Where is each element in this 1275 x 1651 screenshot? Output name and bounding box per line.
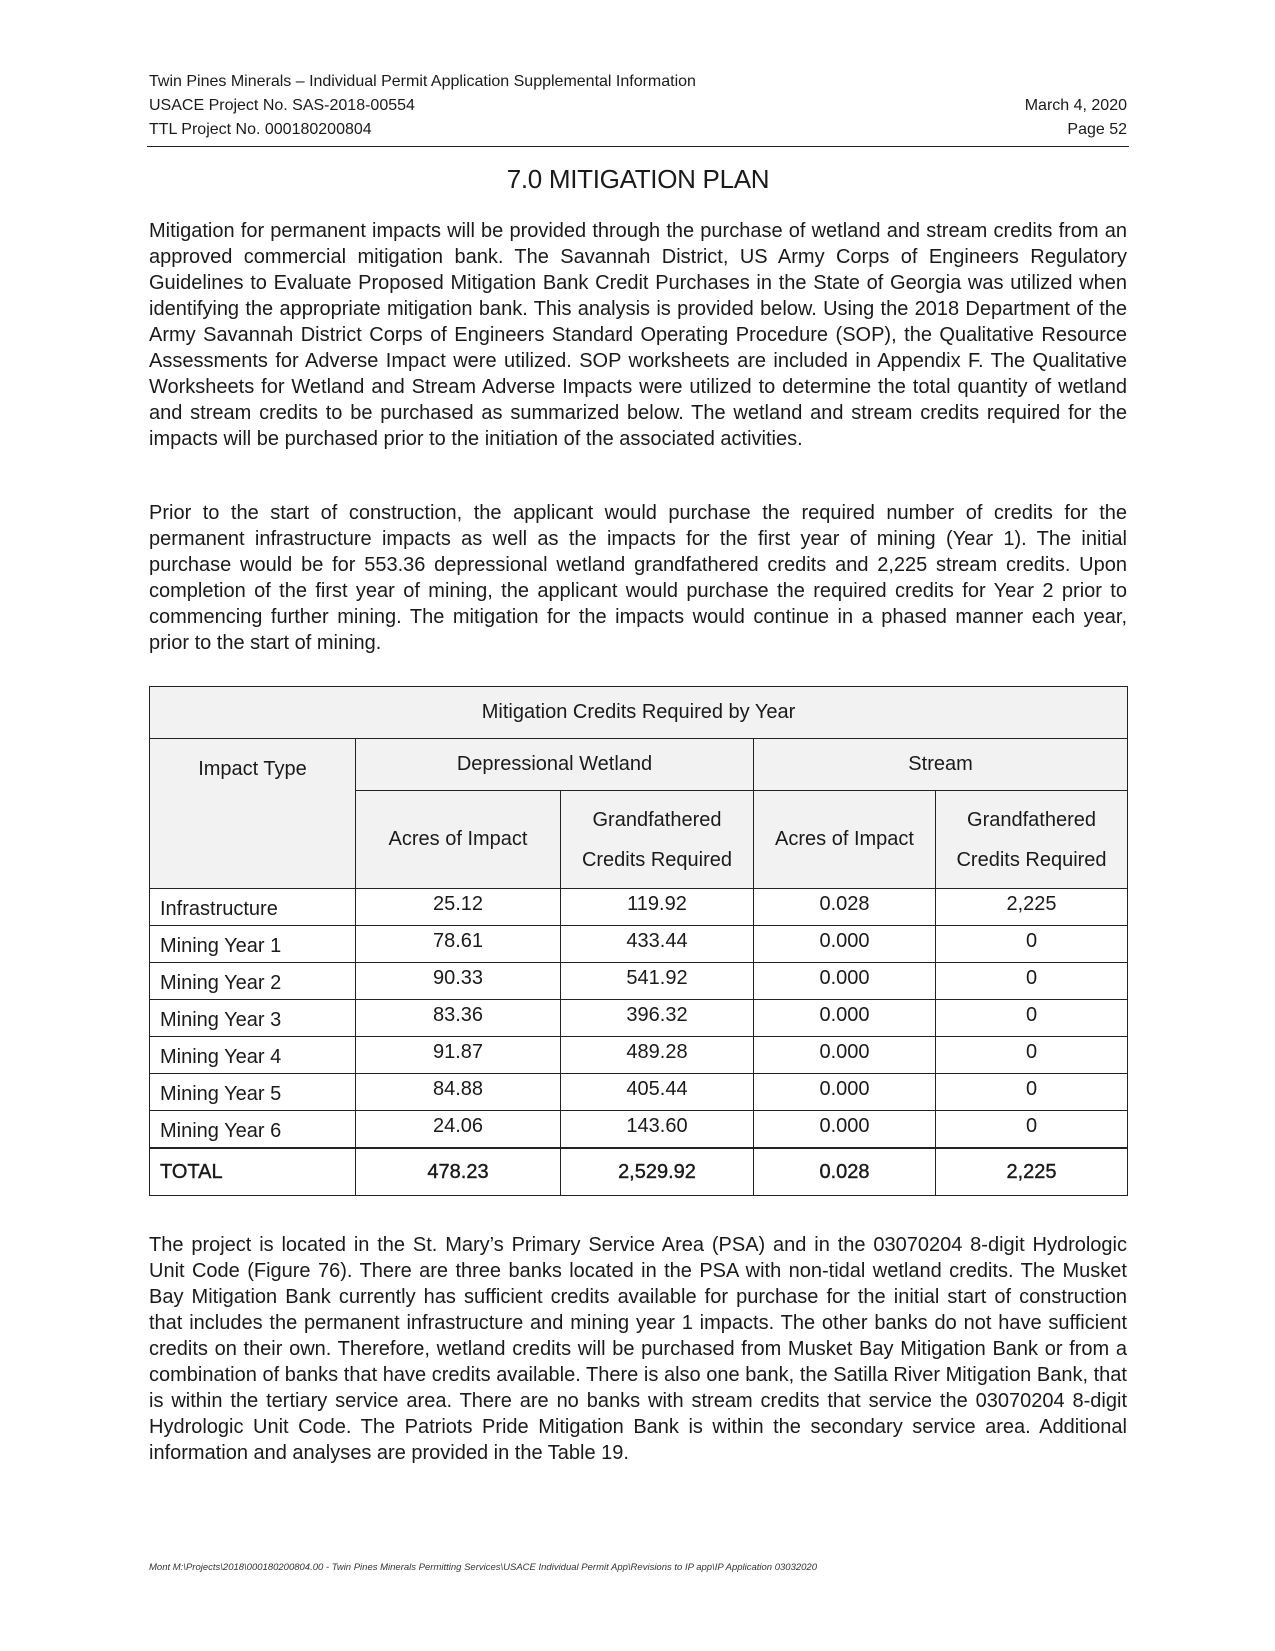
stream-credits-cell: 0 xyxy=(936,1111,1128,1148)
stream-credits-cell: 0 xyxy=(936,926,1128,963)
impact-type-cell: Mining Year 6 xyxy=(150,1111,356,1148)
wetland-credits-cell: 433.44 xyxy=(561,926,754,963)
stream-credits-cell: 0 xyxy=(936,1037,1128,1074)
impact-type-cell: Mining Year 3 xyxy=(150,1000,356,1037)
paragraph-mitigation-overview: Mitigation for permanent impacts will be provided through the purchase of wetland and stream credits from an approved commercial mitigation bank. The Savannah District, US Army Corps of Engineers Regulatory Guidelines to Evaluate Proposed Mitigation Bank Credit Purchases in the State of Georgia was utilized when identifying the appropriate mitigation bank. This analysis is provided below. Using the 2018 Department of the Army Savannah District Corps of Engineers Standard Operating Procedure (SOP), the Qualitative Resource Assessments for Adverse Impact were utilized. SOP worksheets are included in Appendix F. The Qualitative Worksheets for Wetland and Stream Adverse Impacts were utilized to determine the total quantity of wetland and stream credits to be purchased as summarized below. The wetland and stream credits required for the impacts will be purchased prior to the initiation of the associated activities. xyxy=(149,220,1127,450)
wetland-credits-cell: 489.28 xyxy=(561,1037,754,1074)
table-row xyxy=(150,889,1128,926)
column-header-wetland-credits-line2: Credits Required xyxy=(581,848,733,871)
table-caption: Mitigation Credits Required by Year xyxy=(150,687,1128,739)
impact-type-cell: Mining Year 5 xyxy=(150,1074,356,1111)
total-stream-credits-cell: 2,225 xyxy=(936,1148,1128,1196)
table-total-row xyxy=(150,1148,1128,1196)
stream-acres-cell: 0.000 xyxy=(754,1074,936,1111)
stream-acres-cell: 0.000 xyxy=(754,1037,936,1074)
header-ttl-project-number: TTL Project No. 000180200804 xyxy=(149,121,372,138)
footer-file-path: Mont M:\Projects\2018\000180200804.00 - Twin Pines Minerals Permitting Services\USACE Individual Permit App\Revisions to IP app\IP Application 03032020 xyxy=(149,1562,817,1573)
table-row xyxy=(150,1000,1128,1037)
wetland-acres-cell: 84.88 xyxy=(356,1074,561,1111)
header-project-number: USACE Project No. SAS-2018-00554 xyxy=(149,97,415,114)
column-group-stream: Stream xyxy=(754,739,1128,791)
wetland-acres-cell: 83.36 xyxy=(356,1000,561,1037)
stream-credits-cell: 0 xyxy=(936,963,1128,1000)
stream-credits-cell: 0 xyxy=(936,1000,1128,1037)
table-row xyxy=(150,1074,1128,1111)
column-header-impact-type: Impact Type xyxy=(150,739,356,889)
table-row xyxy=(150,1037,1128,1074)
impact-type-cell: Mining Year 2 xyxy=(150,963,356,1000)
stream-credits-cell: 0 xyxy=(936,1074,1128,1111)
column-header-wetland-credits xyxy=(561,791,754,889)
wetland-credits-cell: 405.44 xyxy=(561,1074,754,1111)
stream-acres-cell: 0.000 xyxy=(754,963,936,1000)
stream-acres-cell: 0.000 xyxy=(754,1000,936,1037)
wetland-acres-cell: 24.06 xyxy=(356,1111,561,1148)
header-divider xyxy=(147,146,1129,147)
table-row xyxy=(150,1111,1128,1148)
header-date: March 4, 2020 xyxy=(1024,97,1127,114)
mitigation-credits-table xyxy=(149,686,1128,1196)
column-header-wetland-acres: Acres of Impact xyxy=(356,791,561,889)
total-wetland-credits-cell: 2,529.92 xyxy=(561,1148,754,1196)
section-title: 7.0 MITIGATION PLAN xyxy=(506,164,770,194)
total-label-cell: TOTAL xyxy=(150,1148,356,1196)
column-header-stream-credits-line2: Credits Required xyxy=(956,848,1107,871)
header-page-number: Page 52 xyxy=(1067,121,1127,138)
total-wetland-acres-cell: 478.23 xyxy=(356,1148,561,1196)
header-document-title: Twin Pines Minerals – Individual Permit Application Supplemental Information xyxy=(149,73,696,90)
impact-type-cell: Mining Year 4 xyxy=(150,1037,356,1074)
wetland-credits-cell: 396.32 xyxy=(561,1000,754,1037)
table-row xyxy=(150,926,1128,963)
stream-acres-cell: 0.000 xyxy=(754,926,936,963)
impact-type-cell: Mining Year 1 xyxy=(150,926,356,963)
stream-credits-cell: 2,225 xyxy=(936,889,1128,926)
total-stream-acres-cell: 0.028 xyxy=(754,1148,936,1196)
column-header-stream-credits xyxy=(936,791,1128,889)
wetland-acres-cell: 90.33 xyxy=(356,963,561,1000)
stream-acres-cell: 0.028 xyxy=(754,889,936,926)
column-header-stream-acres: Acres of Impact xyxy=(754,791,936,889)
column-header-wetland-credits-line1: Grandfathered xyxy=(592,808,722,831)
paragraph-service-area: The project is located in the St. Mary’s Primary Service Area (PSA) and in the 03070204 8-digit Hydrologic Unit Code (Figure 76). There are three banks located in the PSA with non-tidal wetland credits. The Musket Bay Mitigation Bank currently has sufficient credits available for purchase for the initial start of construction that includes the permanent infrastructure and mining year 1 impacts. The other banks do not have sufficient credits on their own. Therefore, wetland credits will be purchased from Musket Bay Mitigation Bank or from a combination of banks that have credits available. There is also one bank, the Satilla River Mitigation Bank, that is within the tertiary service area. There are no banks with stream credits that service the 03070204 8-digit Hydrologic Unit Code. The Patriots Pride Mitigation Bank is within the secondary service area. Additional information and analyses are provided in the Table 19. xyxy=(149,1234,1127,1464)
wetland-credits-cell: 541.92 xyxy=(561,963,754,1000)
page-header xyxy=(149,70,1127,142)
column-header-stream-credits-line1: Grandfathered xyxy=(967,808,1097,831)
wetland-acres-cell: 25.12 xyxy=(356,889,561,926)
wetland-acres-cell: 78.61 xyxy=(356,926,561,963)
wetland-credits-cell: 143.60 xyxy=(561,1111,754,1148)
stream-acres-cell: 0.000 xyxy=(754,1111,936,1148)
wetland-acres-cell: 91.87 xyxy=(356,1037,561,1074)
impact-type-cell: Infrastructure xyxy=(150,889,356,926)
paragraph-phased-purchase: Prior to the start of construction, the applicant would purchase the required number of credits for the permanent infrastructure impacts as well as the impacts for the first year of mining (Year 1). The initial purchase would be for 553.36 depressional wetland grandfathered credits and 2,225 stream credits. Upon completion of the first year of mining, the applicant would purchase the required credits for Year 2 prior to commencing further mining. The mitigation for the impacts would continue in a phased manner each year, prior to the start of mining. xyxy=(149,502,1127,654)
column-group-depressional-wetland: Depressional Wetland xyxy=(356,739,754,791)
wetland-credits-cell: 119.92 xyxy=(561,889,754,926)
table-row xyxy=(150,963,1128,1000)
